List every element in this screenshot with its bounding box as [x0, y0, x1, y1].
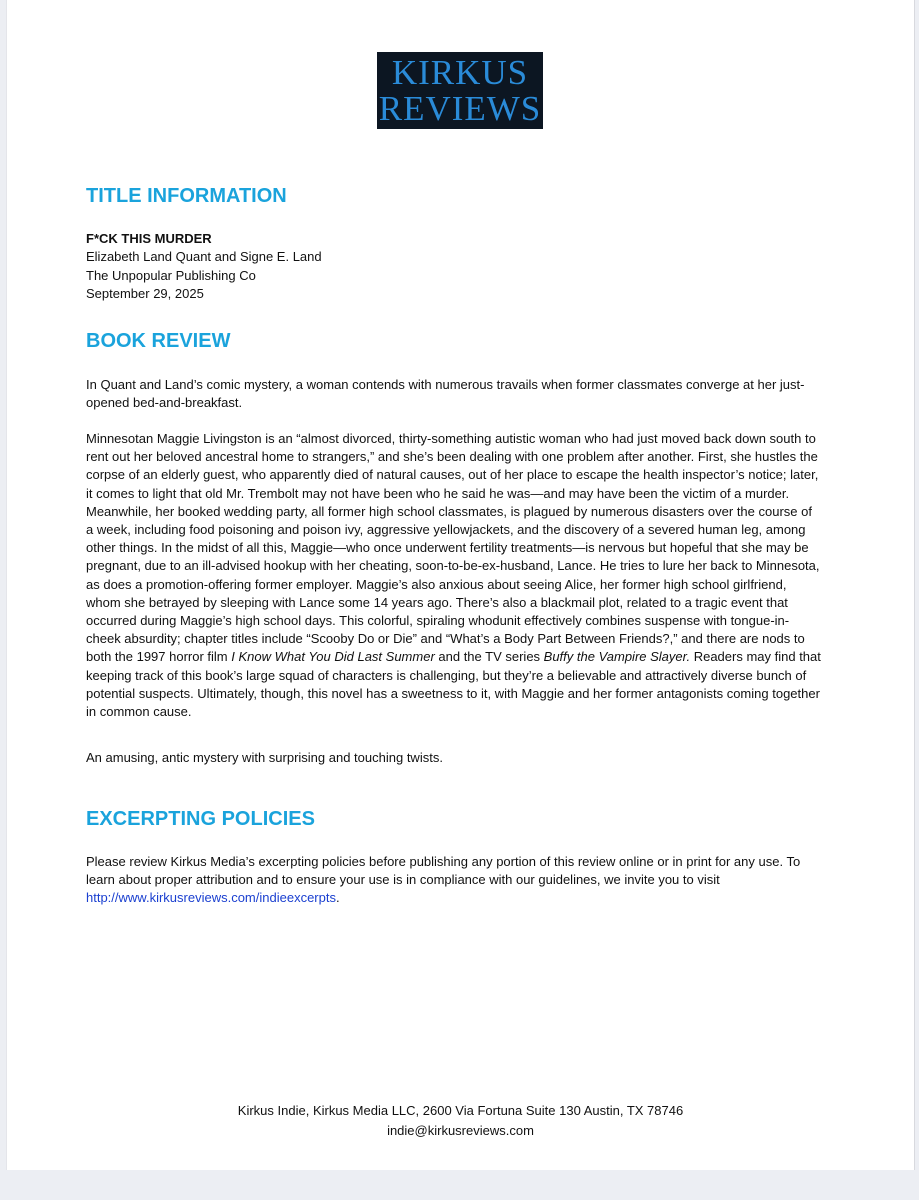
review-body — [86, 430, 821, 721]
film-title: I Know What You Did Last Summer — [231, 649, 435, 665]
indie-excerpts-link[interactable]: http://www.kirkusreviews.com/indieexcerpts — [86, 890, 336, 906]
publication-date: September 29, 2025 — [86, 286, 204, 302]
logo-line-1: KIRKUS — [391, 52, 529, 92]
excerpting-text: Please review Kirkus Media’s excerpting policies before publishing any portion of this review online or in print for any use. To learn about proper attribution and to ensure your use is in compliance with our guidelines, we invite you to visit — [86, 854, 801, 888]
kirkus-reviews-logo — [377, 52, 543, 129]
series-title: Buffy the Vampire Slayer. — [543, 649, 691, 665]
review-body-part-2: and the TV series — [434, 649, 544, 665]
review-body-part-3: Readers may find that keeping track of this book’s large squad of characters is challenging, but they’re a believable and attractively diverse bunch of potential suspects. Ultimately, though, this novel has a sweetness to it, with Maggie and her former antagonists coming together in common cause. — [86, 649, 821, 720]
document-page — [6, 0, 915, 1170]
book-publisher: The Unpopular Publishing Co — [86, 267, 256, 283]
book-review-heading: BOOK REVIEW — [86, 330, 231, 352]
book-title: F*CK THIS MURDER — [86, 231, 212, 246]
logo-line-2: REVIEWS — [378, 88, 542, 128]
footer — [7, 1101, 914, 1141]
title-information-block — [86, 230, 322, 304]
excerpting-policies-heading: EXCERPTING POLICIES — [86, 808, 315, 830]
excerpting-period: . — [335, 890, 340, 906]
review-verdict: An amusing, antic mystery with surprising and touching twists. — [86, 750, 443, 765]
review-summary: In Quant and Land’s comic mystery, a woman contends with numerous travails when former classmates converge at her just-opened bed-and-breakfast. — [86, 377, 805, 411]
footer-email: indie@kirkusreviews.com — [387, 1123, 534, 1138]
review-body-part-1: Minnesotan Maggie Livingston is an “almost divorced, thirty-something autistic woman who had just moved back down south to rent out her beloved ancestral home to strangers,” and she’s been dealing with one problem after another. First, she hustles the corpse of an elderly guest, who apparently died of natural causes, out of her place to escape the health inspector’s notice; later, it comes to light that old Mr. Trembolt may not have been who he said he was—and may have been the victim of a murder. Meanwhile, her booked wedding party, all former high school classmates, is plagued by numerous disasters over the course of a week, including food poisoning and poison ivy, aggressive yellowjackets, and the discovery of a severed human leg, among other things. In the midst of all this, Maggie—who once underwent fertility treatments—is nervous but hopeful that she may be pregnant, due to an ill-advised hookup with her cheating, soon-to-be-ex-husband, Lance. He tries to lure her back to Minnesota, as does a promotion-offering former employer. Maggie’s also anxious about seeing Alice, her former high school girlfriend, whom she betrayed by sleeping with Lance some 14 years ago. There’s also a blackmail plot, related to a tragic event that occurred during Maggie’s high school days. This colorful, spiraling whodunit effectively combines suspense with tongue-in-cheek absurdity; chapter titles include “Scooby Do or Die” and “What’s a Body Part Between Friends?,” and there are nods to both the 1997 horror film — [86, 431, 820, 665]
book-authors: Elizabeth Land Quant and Signe E. Land — [86, 249, 322, 265]
excerpting-policies-text — [86, 853, 821, 908]
footer-address: Kirkus Indie, Kirkus Media LLC, 2600 Via Fortuna Suite 130 Austin, TX 78746 — [237, 1103, 684, 1118]
title-information-heading: TITLE INFORMATION — [86, 185, 287, 207]
